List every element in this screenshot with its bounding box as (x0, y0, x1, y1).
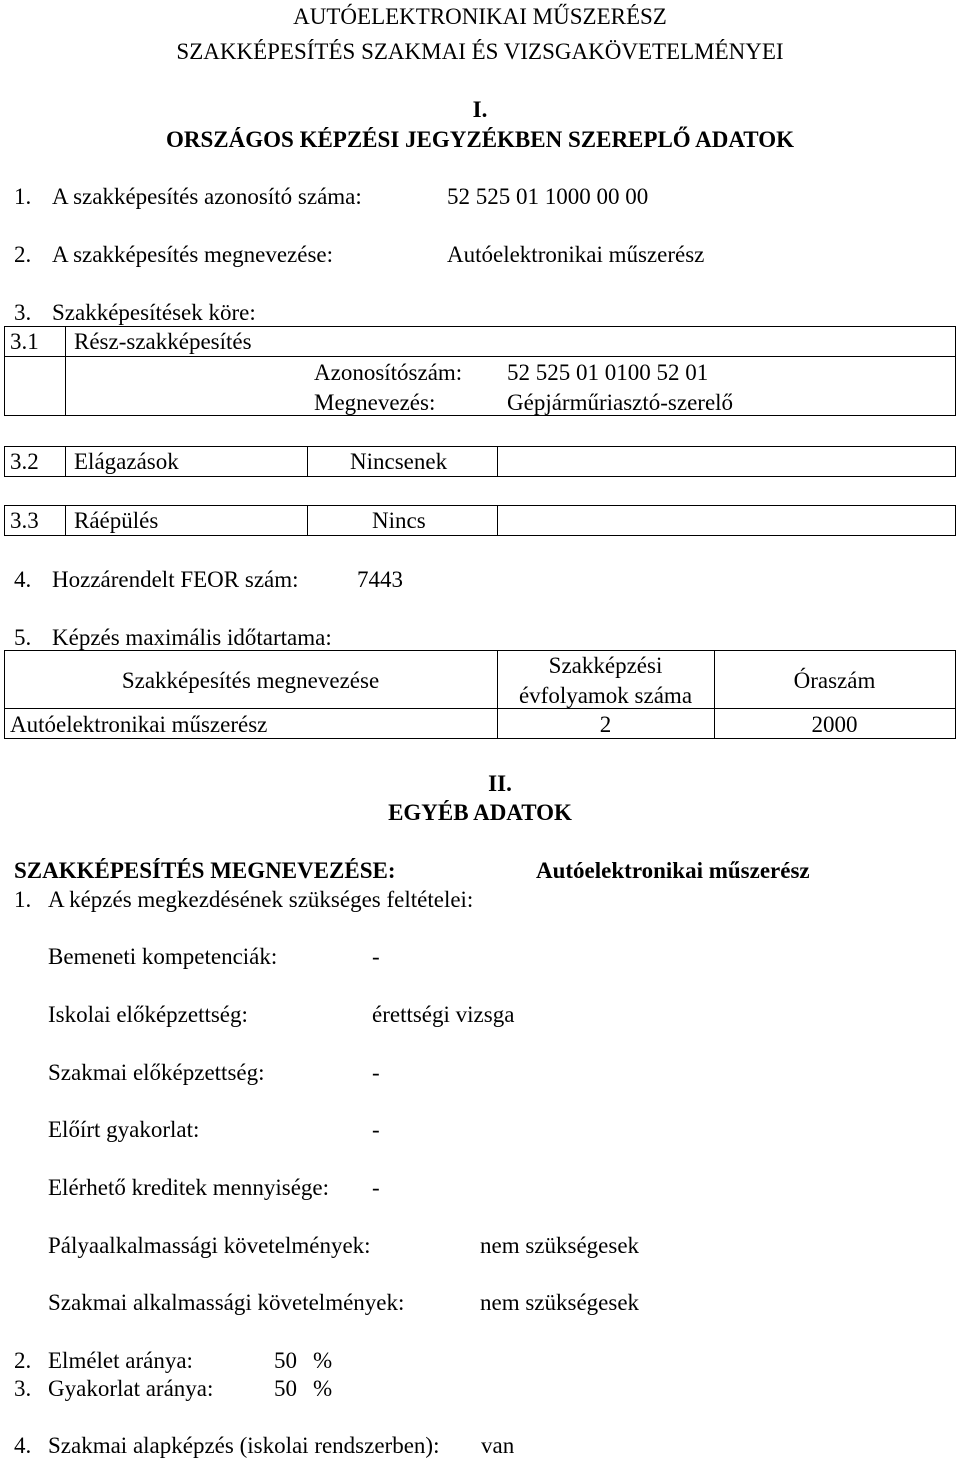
item-1-label: A szakképesítés azonosító száma: (52, 184, 362, 209)
practice-ratio-value: 50 (274, 1376, 297, 1401)
duration-row-hours: 2000 (811, 712, 858, 737)
credits-value: - (372, 1175, 380, 1200)
basic-training-number: 4. (14, 1433, 32, 1458)
conditions-label: A képzés megkezdésének szükséges feltételei: (48, 887, 474, 912)
duration-number: 5. (14, 625, 32, 650)
credits-label: Elérhető kreditek mennyisége: (48, 1175, 330, 1200)
item-1-value: 52 525 01 1000 00 00 (447, 184, 649, 209)
partial-name-label: Megnevezés: (314, 390, 436, 415)
section-2-number: II. (488, 771, 512, 796)
feor-label: Hozzárendelt FEOR szám: (52, 567, 299, 592)
practice-ratio-label: Gyakorlat aránya: (48, 1376, 214, 1401)
document-title-line-1: AUTÓELEKTRONIKAI MŰSZERÉSZ (293, 4, 667, 29)
partial-number: 3.1 (10, 329, 39, 354)
duration-label: Képzés maximális időtartama: (52, 625, 332, 650)
career-aptitude-label: Pályaalkalmassági követelmények: (48, 1233, 371, 1258)
theory-ratio-label: Elmélet aránya: (48, 1348, 193, 1373)
partial-id-value: 52 525 01 0100 52 01 (507, 360, 709, 385)
duration-header-years-line-2: évfolyamok száma (518, 683, 693, 708)
practice-ratio-number: 3. (14, 1376, 32, 1401)
feor-value: 7443 (357, 567, 403, 592)
theory-ratio-value: 50 (274, 1348, 297, 1373)
section-2-title: EGYÉB ADATOK (388, 800, 572, 825)
professional-aptitude-value: nem szükségesek (480, 1290, 640, 1315)
addon-label: Ráépülés (74, 508, 159, 533)
qualification-name-value: Autóelektronikai műszerész (536, 858, 810, 883)
item-2-number: 2. (14, 242, 32, 267)
practice-ratio-unit: % (313, 1376, 333, 1401)
partial-name-value: Gépjárműriasztó-szerelő (507, 390, 734, 415)
duration-row-name: Autóelektronikai műszerész (10, 712, 268, 737)
feor-number: 4. (14, 567, 32, 592)
school-prerequisite-label: Iskolai előképzettség: (48, 1002, 248, 1027)
branches-number: 3.2 (10, 449, 39, 474)
professional-prerequisite-value: - (372, 1060, 380, 1085)
basic-training-value: van (481, 1433, 515, 1458)
professional-aptitude-label: Szakmai alkalmassági követelmények: (48, 1290, 405, 1315)
required-practice-label: Előírt gyakorlat: (48, 1117, 200, 1142)
partial-label: Rész-szakképesítés (74, 329, 252, 354)
theory-ratio-number: 2. (14, 1348, 32, 1373)
required-practice-value: - (372, 1117, 380, 1142)
section-1-number: I. (472, 97, 488, 122)
item-2-label: A szakképesítés megnevezése: (52, 242, 333, 267)
basic-training-label: Szakmai alapképzés (iskolai rendszerben): (48, 1433, 440, 1458)
school-prerequisite-value: érettségi vizsga (372, 1002, 515, 1027)
duration-header-name: Szakképesítés megnevezése (121, 668, 380, 693)
item-2-value: Autóelektronikai műszerész (447, 242, 705, 267)
section-1-title: ORSZÁGOS KÉPZÉSI JEGYZÉKBEN SZEREPLŐ ADATOK (166, 127, 794, 152)
qualification-name-label: SZAKKÉPESÍTÉS MEGNEVEZÉSE: (14, 858, 396, 883)
addon-number: 3.3 (10, 508, 39, 533)
career-aptitude-value: nem szükségesek (480, 1233, 640, 1258)
conditions-number: 1. (14, 887, 32, 912)
entry-competencies-value: - (372, 944, 380, 969)
duration-header-hours: Óraszám (793, 668, 876, 693)
item-3-label: Szakképesítések köre: (52, 300, 256, 325)
entry-competencies-label: Bemeneti kompetenciák: (48, 944, 278, 969)
theory-ratio-unit: % (313, 1348, 333, 1373)
duration-header-years-line-1: Szakképzési (548, 653, 663, 678)
addon-value: Nincs (372, 508, 426, 533)
partial-id-label: Azonosítószám: (314, 360, 463, 385)
document-title-line-2: SZAKKÉPESÍTÉS SZAKMAI ÉS VIZSGAKÖVETELMÉNYEI (176, 39, 784, 64)
item-1-number: 1. (14, 184, 32, 209)
duration-row-years: 2 (599, 712, 612, 737)
professional-prerequisite-label: Szakmai előképzettség: (48, 1060, 265, 1085)
branches-value: Nincsenek (350, 449, 448, 474)
item-3-number: 3. (14, 300, 32, 325)
branches-label: Elágazások (74, 449, 179, 474)
